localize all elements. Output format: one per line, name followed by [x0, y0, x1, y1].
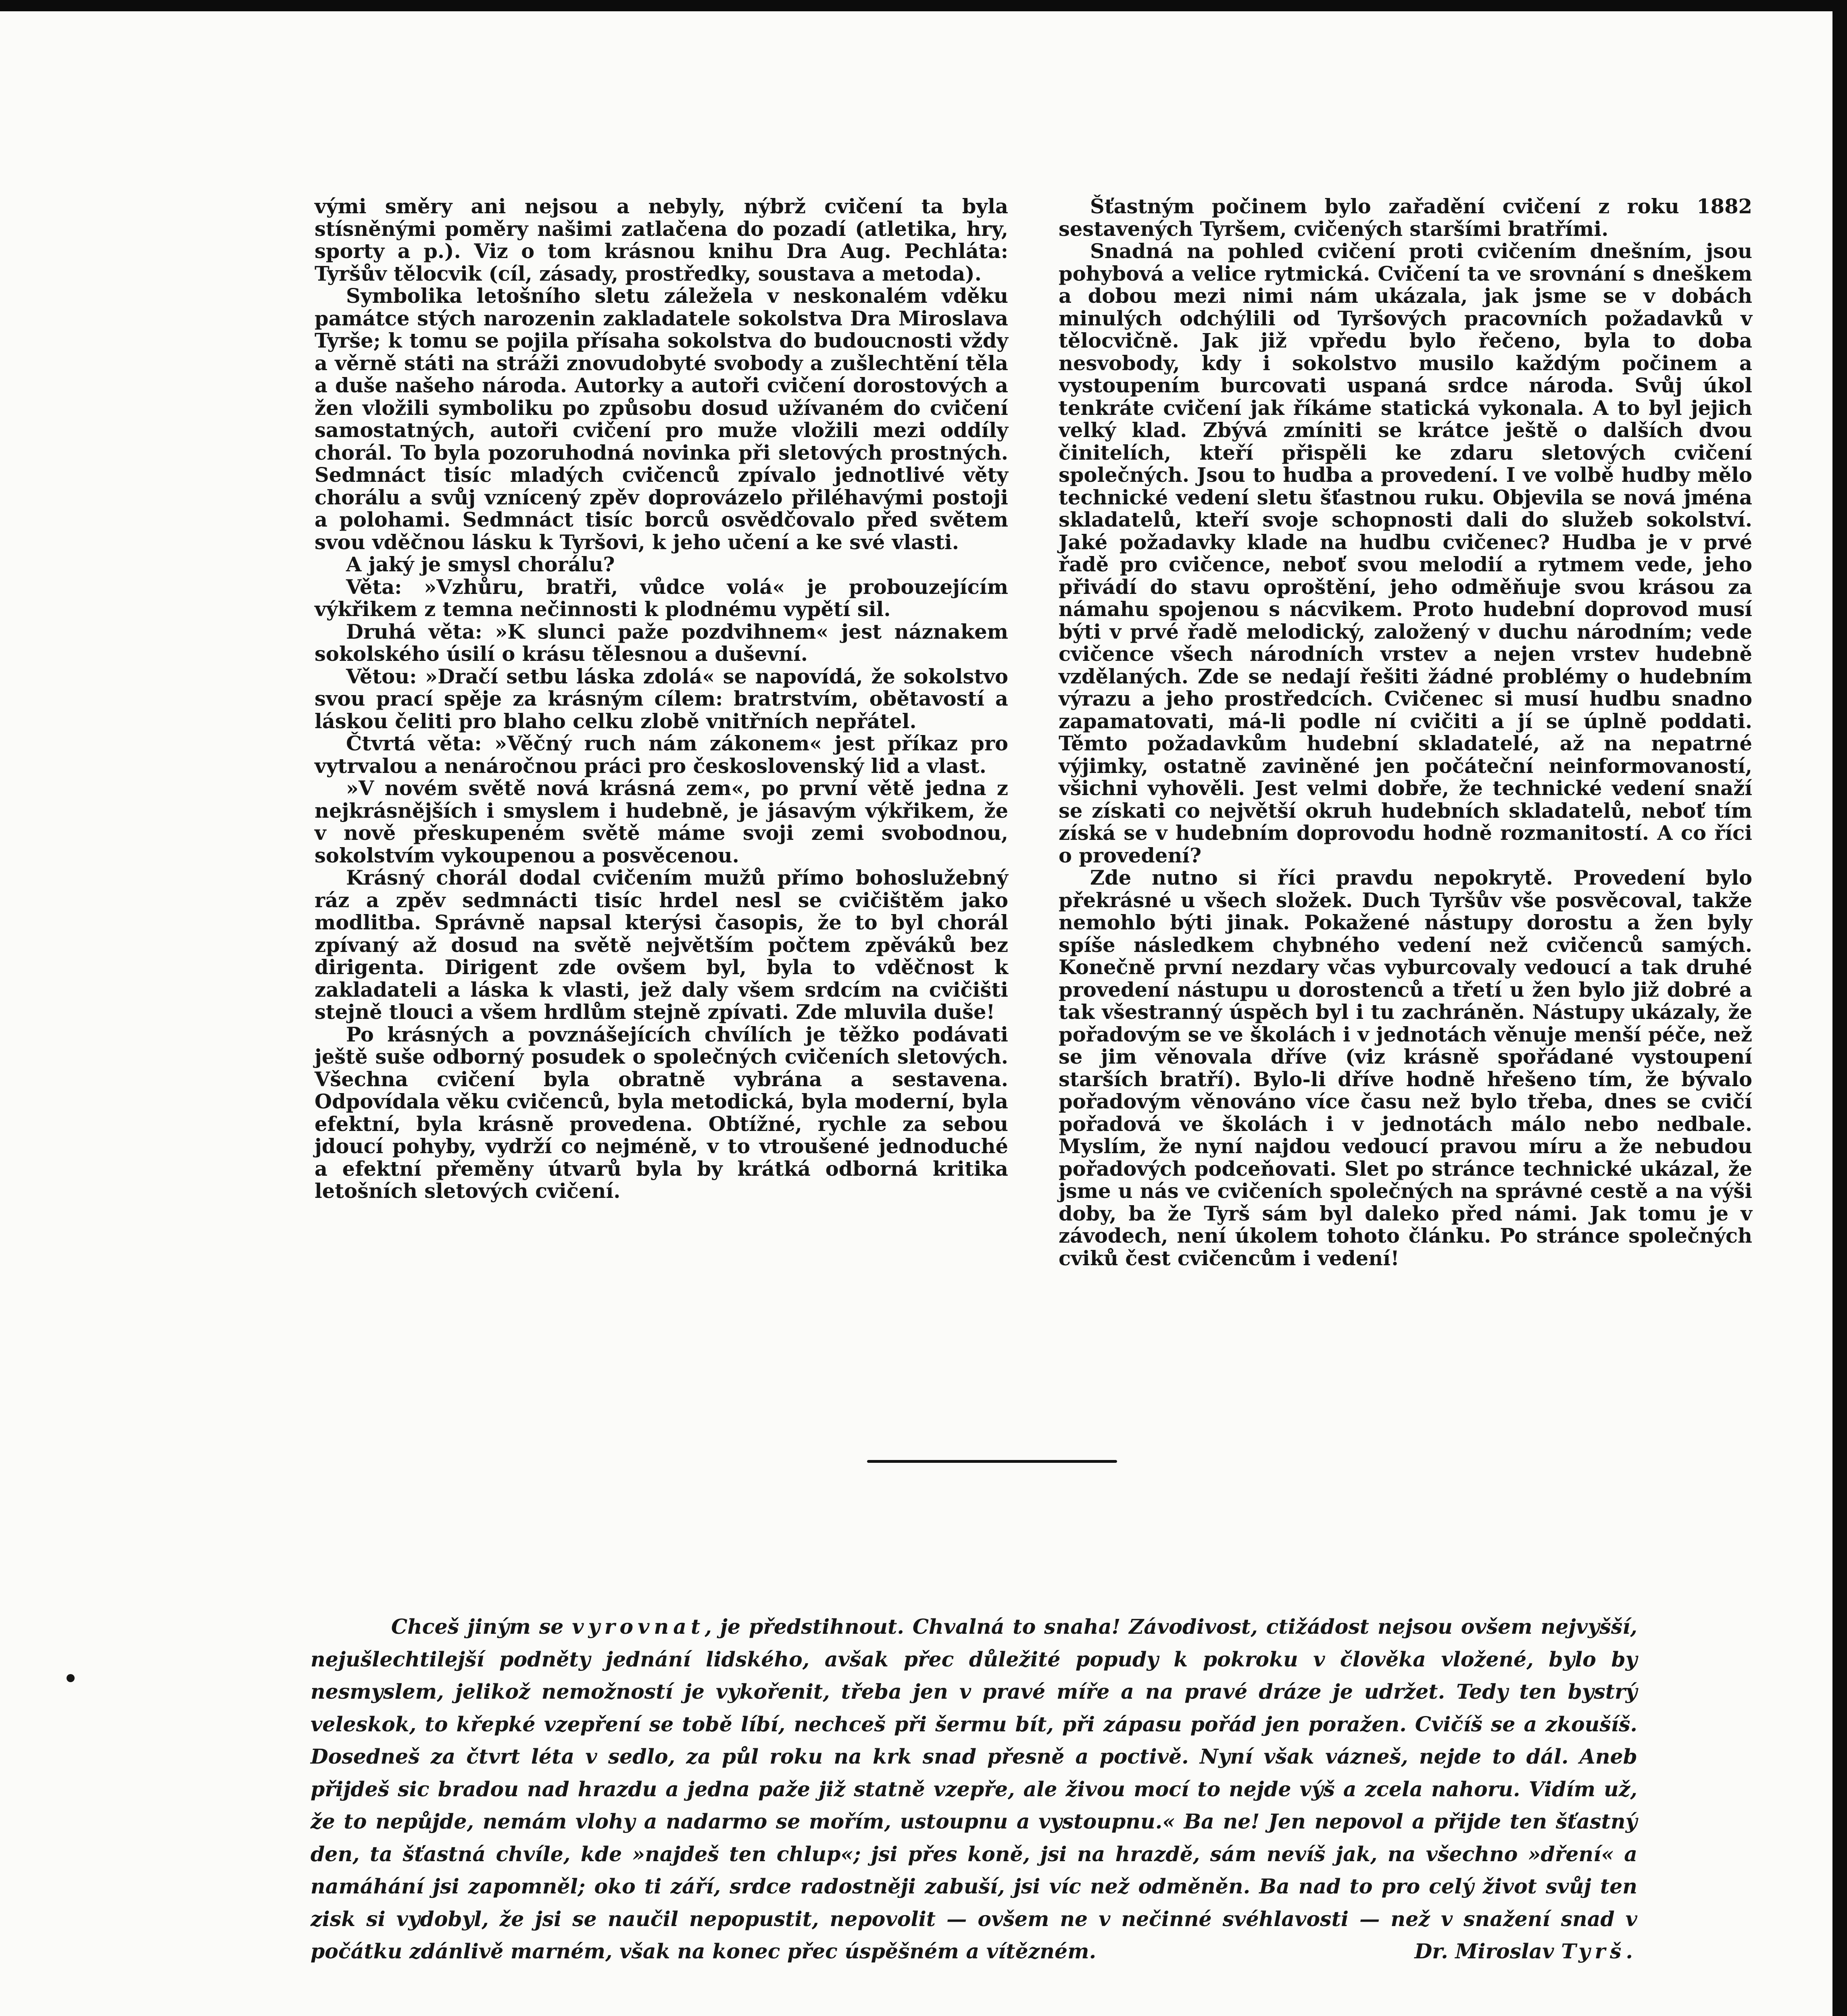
quote-author-prefix: Dr. Miroslav [1414, 1939, 1561, 1963]
paragraph: A jaký je smysl chorálu? [346, 553, 615, 576]
paragraph: Symbolika letošního sletu záležela v neskonalém vděku památce stých narozenin zakladatele sokolstva Dra Miroslava Tyrše; k tomu se pojila přísaha sokolstva do budoucnosti vždy a věrně státi na stráži znovudobyté svobody a zušlechtění těla a duše našeho národa. Autorky a autoři cvičení dorostových a žen vložili symboliku po způsobu dosud užívaném do cvičení samostatných, autoři cvičení pro muže vložili mezi oddíly chorál. To byla pozoruhodná novinka při sletových prostných. Sedmnáct tisíc mladých cvičenců zpívalo jednotlivé věty chorálu a svůj vznícený zpěv doprovázelo přiléhavými postoji a polohami. Sedmnáct tisíc borců osvědčovalo před světem svou vděčnou lásku k Tyršovi, k jeho učení a ke své vlasti. [315, 284, 1008, 554]
paragraph: vými směry ani nejsou a nebyly, nýbrž cvičení ta byla stísněnými poměry našimi zatlačena do pozadí (atletika, hry, sporty a p.). Viz o tom krásnou knihu Dra Aug. Pechláta: Tyršův tělocvik (cíl, zásady, prostředky, soustava a metoda). [315, 195, 1008, 285]
paragraph: Šťastným počinem bylo zařadění cvičení z roku 1882 sestavených Tyršem, cvičených staršími bratřími. [1059, 195, 1752, 241]
section-divider [867, 1460, 1117, 1463]
quote-text-rest: , je předstihnout. Chvalná to snaha! Závodivost, ctižádost nejsou ovšem nejvyšší, nejušlechtilejší podněty jednání lidského, avšak přec důležité popudy k pokroku v člověka vložené, bylo by nesmyslem, jelikož nemožností je vykořenit, třeba jen v pravé míře a na pravé dráze je udržet. Tedy ten bystrý veleskok, to křepké vzepření se tobě líbí, nechceš při šermu bít, při zápasu pořád jen poražen. Cvičíš se a zkoušíš. Dosedneš za čtvrt léta v sedlo, za půl roku na krk snad přesně a poctivě. Nyní však vázneš, nejde to dál. Aneb přijdeš sic bradou nad hrazdu a jedna paže již statně vzepře, ale živou mocí to nejde výš a zcela nahoru. Vidím už, že to nepůjde, nemám vlohy a nadarmo se mořím, ustoupnu a vystoupnu.« Ba ne! Jen nepovol a přijde ten šťastný den, ta šťastná chvíle, kde »najdeš ten chlup«; jsi přes koně, jsi na hrazdě, sám nevíš jak, na všechno »dření« a namáhání jsi zapomněl; oko ti září, srdce radostněji zabuší, jsi víc než odměněn. Ba nad to pro celý život svůj ten zisk si vydobyl, že jsi se naučil nepopustit, nepovolit — ovšem ne v nečinné svéhlavosti — než v snažení snad v počátku zdánlivě marném, však na konec přec úspěšném a vítězném. [311, 1615, 1637, 1963]
paragraph: Krásný chorál dodal cvičením mužů přímo bohoslužebný ráz a zpěv sedmnácti tisíc hrdel nesl se cvičištěm jako modlitba. Správně napsal kterýsi časopis, že to byl chorál zpívaný až dosud na světě největším počtem zpěváků bez dirigenta. Dirigent zde ovšem byl, byla to vděčnost k zakladateli a láska k vlasti, jež daly všem srdcím na cvičišti stejně tlouci a všem hrdlům stejně zpívati. Zde mluvila duše! [315, 866, 1008, 1024]
scan-border-right [1832, 0, 1847, 2016]
quote-author [1334, 1935, 1637, 1968]
right-column [1059, 196, 1752, 1270]
paragraph: Snadná na pohled cvičení proti cvičením dnešním, jsou pohybová a velice rytmická. Cvičení ta ve srovnání s dneškem a dobou mezi nimi nám ukázala, jak jsme se v dobách minulých odchýlili od Tyršových pracovních požadavků v tělocvičně. Jak již vpředu bylo řečeno, byla to doba nesvobody, kdy i sokolstvo musilo každým počinem a vystoupením burcovati uspaná srdce národa. Svůj úkol tenkráte cvičení jak říkáme statická vykonala. A to byl jejich velký klad. Zbývá zmíniti se krátce ještě o dalších dvou činitelích, kteří přispěli ke zdaru sletových cvičení společných. Jsou to hudba a provedení. I ve volbě hudby mělo technické vedení sletu šťastnou ruku. Objevila se nová jména skladatelů, kteří svoje schopnosti dali do služeb sokolství. Jaké požadavky klade na hudbu cvičenec? Hudba je v prvé řadě pro cvičence, neboť svou melodií a rytmem vede, jeho přivádí do stavu oproštění, jeho odměňuje svou krásou za námahu spojenou s nácvikem. Proto hudební doprovod musí býti v prvé řadě melodický, založený v duchu národním; vede cvičence všech národních vrstev a nejen vrstev hudebně vzdělaných. Zde se nedají řešiti žádné problémy o hudebním výrazu a jeho prostředcích. Cvičenec si musí hudbu snadno zapamatovati, má-li podle ní cvičiti a jí se úplně poddati. Těmto požadavkům hudební skladatelé, až na nepatrné výjimky, ostatně zaviněné jen počáteční neinformovaností, všichni vyhověli. Jest velmi dobře, že technické vedení snaží se získati co největší okruh hudebních skladatelů, neboť tím získá se v hudebním doprovodu hodně rozmanitostí. A co říci o provedení? [1059, 240, 1752, 867]
scan-border-top [0, 0, 1847, 11]
paragraph: Věta: »Vzhůru, bratři, vůdce volá« je probouzejícím výkřikem z temna nečinnosti k plodnému vypětí sil. [315, 575, 1008, 621]
paragraph: »V novém světě nová krásná zem«, po první větě jedna z nejkrásnějších i smyslem i hudebně, je jásavým výkřikem, že v nově přeskupeném světě máme svoji zemi svobodnou, sokolstvím vykoupenou a posvěcenou. [315, 777, 1008, 867]
quote-text-start: Chceš jiným se [391, 1615, 572, 1639]
paragraph: Větou: »Dračí setbu láska zdolá« se napovídá, že sokolstvo svou prací spěje za krásným cílem: bratrstvím, obětavostí a láskou čeliti pro blaho celku zlobě vnitřních nepřátel. [315, 664, 1008, 733]
tyrs-quote [311, 1611, 1637, 1968]
margin-dot [67, 1674, 75, 1682]
paragraph: Po krásných a povznášejících chvílích je těžko podávati ještě suše odborný posudek o společných cvičeních sletových. Všechna cvičení byla obratně vybrána a sestavena. Odpovídala věku cvičenců, byla metodická, byla moderní, byla efektní, byla krásně provedena. Obtížné, rychle za sebou jdoucí pohyby, vydrží co nejméně, v to vtroušené jednoduché a efektní přeměny útvarů byla by krátká odborná kritika letošních sletových cvičení. [315, 1023, 1008, 1203]
paragraph: Zde nutno si říci pravdu nepokrytě. Provedení bylo překrásné u všech složek. Duch Tyršův vše posvěcoval, takže nemohlo býti jinak. Pokažené nástupy dorostu a žen byly spíše následkem chybného vedení než cvičenců samých. Konečně první nezdary včas vyburcovaly vedoucí a tak druhé provedení nástupu u dorostenců a třetí u žen bylo již dobré a tak všestranný úspěch byl i tu zachráněn. Nástupy ukázaly, že pořadovým se ve školách i v jednotách věnuje menší péče, než se jim věnovala dříve (viz krásně spořádané vystoupení starších bratří). Bylo-li dříve hodně hřešeno tím, že bývalo pořadovým věnováno více času než bylo třeba, dnes se cvičí pořadová ve školách i v jednotách málo nebo nedbale. Myslím, že nyní najdou vedoucí pravou míru a že nebudou pořadových podceňovati. Slet po stránce technické ukázal, že jsme u nás ve cvičeních společných na správné cestě a na výši doby, ba že Tyrš sám byl daleko před námi. Jak tomu je v závodech, není úkolem tohoto článku. Po stránce společných cviků čest cvičencům i vedení! [1059, 866, 1752, 1270]
quote-text [311, 1611, 1637, 1968]
paragraph: Druhá věta: »K slunci paže pozdvihnem« jest náznakem sokolského úsilí o krásu tělesnou a duševní. [315, 620, 1008, 666]
quote-spaced-word: vyrovnat [572, 1615, 705, 1639]
paragraph: Čtvrtá věta: »Věčný ruch nám zákonem« jest příkaz pro vytrvalou a nenáročnou práci pro československý lid a vlast. [315, 732, 1008, 778]
quote-author-surname: Tyrš. [1561, 1939, 1637, 1963]
left-column [315, 196, 1008, 1203]
